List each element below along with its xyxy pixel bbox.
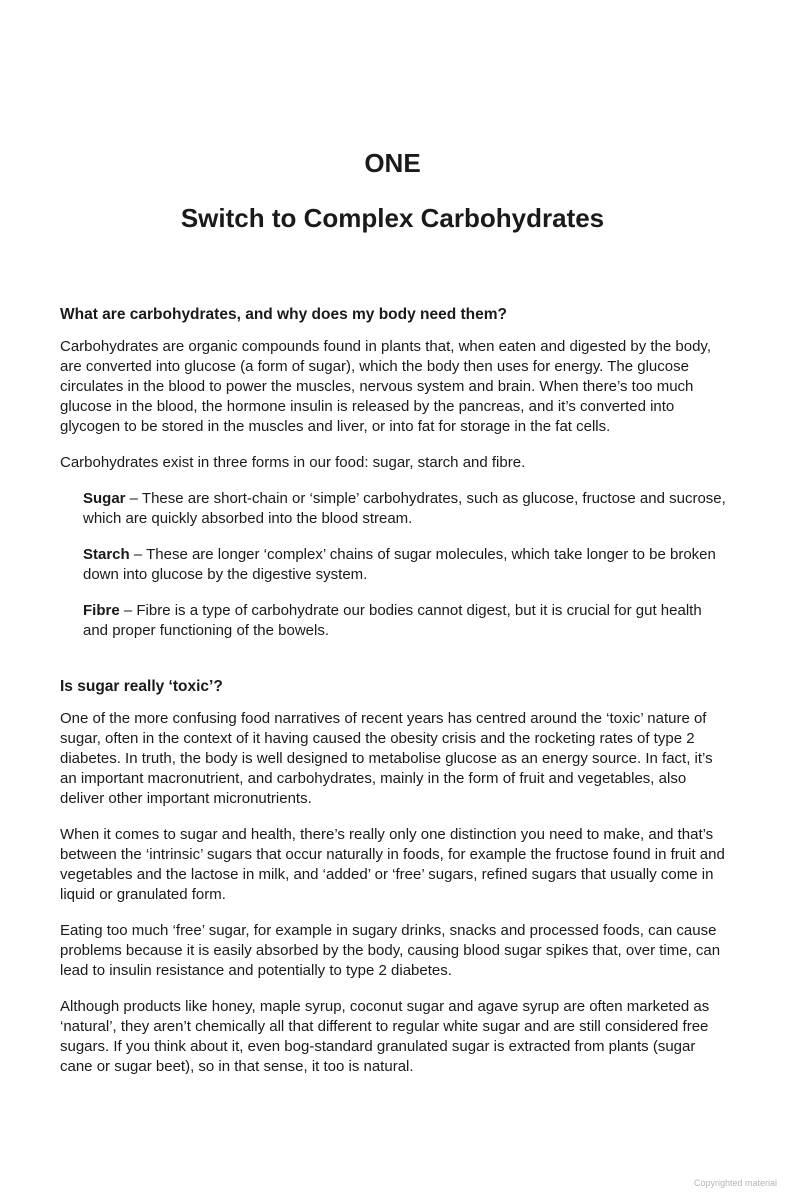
definition-item [83,601,730,641]
paragraph: Eating too much ‘free’ sugar, for example in sugary drinks, snacks and processed foods, can cause problems because it is easily absorbed by the body, causing blood sugar spikes that, over time, can lead to insulin resistance and potentially to type 2 diabetes. [60,922,721,979]
section-spacer [60,657,730,677]
definition-list [83,489,730,641]
definition-text: – Fibre is a type of carbohydrate our bodies cannot digest, but it is crucial for gut health and proper functioning of the bowels. [83,602,702,639]
copyright-watermark: Copyrighted material [693,1178,777,1188]
definition-term: Starch [83,546,130,563]
paragraph: When it comes to sugar and health, there’s really only one distinction you need to make, and that’s between the ‘intrinsic’ sugars that occur naturally in foods, for example the fructose found in fruit and vegetables and the lactose in milk, and ‘added’ or ‘free’ sugars, refined sugars that usually come in liquid or granulated form. [60,826,725,903]
chapter-title: Switch to Complex Carbohydrates [180,203,605,233]
section-sugar-toxic [60,677,730,1077]
paragraph: Carbohydrates are organic compounds found in plants that, when eaten and digested by the body, are converted into glucose (a form of sugar), which the body then uses for energy. The glucose circulates in the blood to power the muscles, nervous system and brain. When there’s too much glucose in the blood, the hormone insulin is released by the pancreas, and it’s converted into glycogen to be stored in the muscles and liver, or into fat for storage in the fat cells. [60,338,711,435]
chapter-number: ONE [364,148,421,178]
paragraph: Although products like honey, maple syrup, coconut sugar and agave syrup are often marketed as ‘natural’, they aren’t chemically all that different to regular white sugar and are still considered free sugars. If you think about it, even bog-standard granulated sugar is extracted from plants (sugar cane or sugar beet), so in that sense, it too is natural. [60,998,710,1075]
page-content [60,305,730,1093]
definition-term: Sugar [83,490,126,507]
section-carbohydrates [60,305,730,641]
paragraph: Carbohydrates exist in three forms in our food: sugar, starch and fibre. [60,454,526,471]
section-heading: Is sugar really ‘toxic’? [60,678,223,695]
definition-item [83,489,730,529]
paragraph: One of the more confusing food narratives of recent years has centred around the ‘toxic’ nature of sugar, often in the context of it having caused the obesity crisis and the rocketing rates of type 2 diabetes. In truth, the body is well designed to metabolise glucose as an energy source. In fact, it’s an important macronutrient, and carbohydrates, mainly in the form of fruit and vegetables, also deliver other important micronutrients. [60,710,713,807]
definition-item [83,545,730,585]
definition-text: – These are short-chain or ‘simple’ carbohydrates, such as glucose, fructose and sucrose, which are quickly absorbed into the blood stream. [83,490,726,527]
section-heading: What are carbohydrates, and why does my body need them? [60,306,508,323]
definition-term: Fibre [83,602,120,619]
definition-text: – These are longer ‘complex’ chains of sugar molecules, which take longer to be broken down into glucose by the digestive system. [83,546,716,583]
